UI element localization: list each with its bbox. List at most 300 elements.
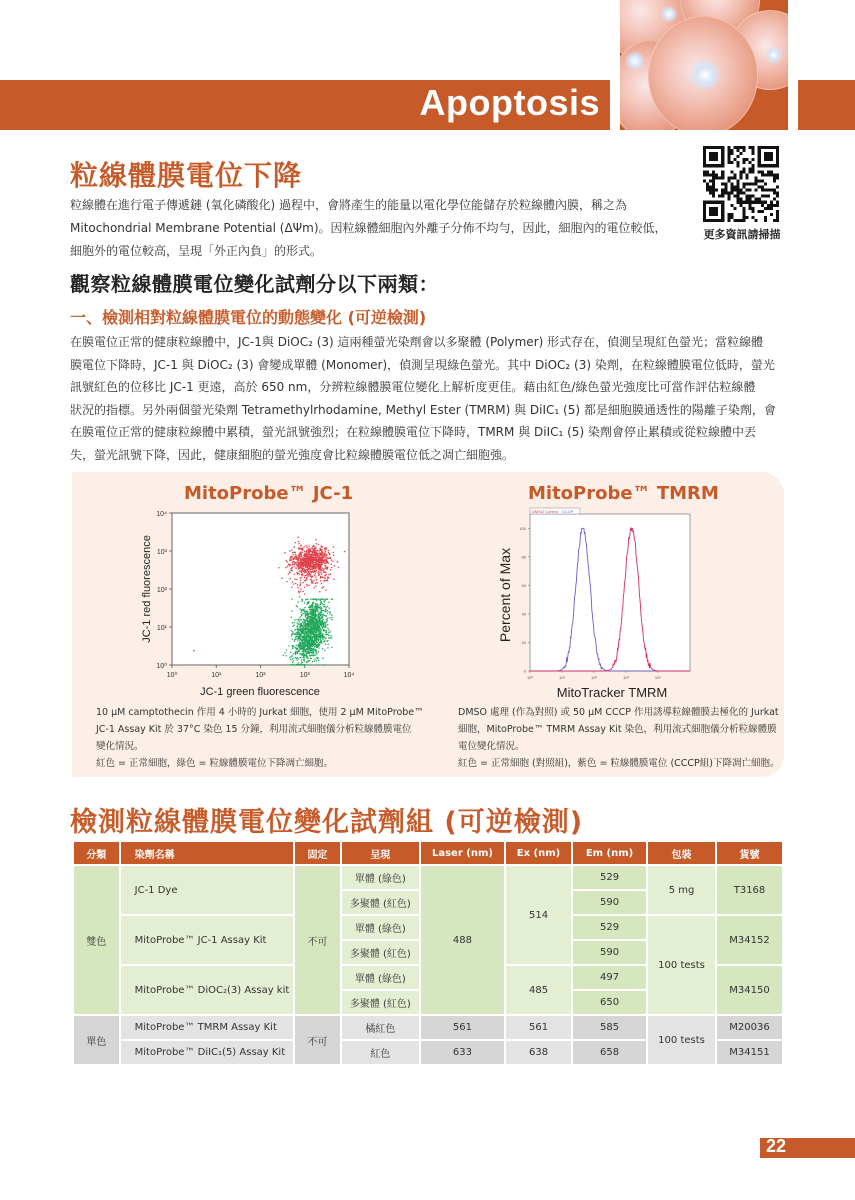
scatter-point-green	[314, 661, 315, 662]
scatter-point-red	[316, 579, 317, 580]
y-tick-label: 80	[521, 554, 526, 560]
scatter-point-green	[316, 606, 317, 607]
scatter-point-red	[314, 546, 315, 547]
scatter-point-red	[312, 582, 313, 583]
scatter-point-red	[304, 556, 305, 557]
scatter-point-green	[311, 645, 312, 646]
scatter-point-red	[313, 562, 314, 563]
scatter-point-green	[307, 615, 308, 616]
scatter-point-green	[313, 625, 314, 626]
scatter-point-red	[333, 579, 334, 580]
scatter-point-green	[303, 619, 304, 620]
qr-caption: 更多資訊請掃描	[703, 228, 781, 241]
scatter-point-red	[313, 555, 314, 556]
scatter-point-green	[298, 633, 299, 634]
scatter-point-green	[328, 602, 329, 603]
scatter-point-green	[303, 610, 304, 611]
scatter-point-green	[309, 652, 310, 653]
scatter-point-green	[299, 638, 300, 639]
scatter-point-green	[296, 645, 297, 646]
scatter-point-red	[311, 581, 312, 582]
scatter-point-red	[310, 562, 311, 563]
scatter-point-red	[315, 564, 316, 565]
em-cell: 658	[573, 1041, 646, 1064]
scatter-point-red	[301, 556, 302, 557]
scatter-point-red	[306, 565, 307, 566]
scatter-point-green	[308, 625, 309, 626]
scatter-point-red	[324, 560, 325, 561]
scatter-point-red	[320, 576, 321, 577]
scatter-point-green	[307, 620, 308, 621]
scatter-point-green	[309, 641, 310, 642]
scatter-point-green	[320, 642, 321, 643]
scatter-point-green	[327, 627, 328, 628]
scatter-point-red	[313, 549, 314, 550]
catalog-cell: M34150	[717, 966, 782, 1014]
scatter-point-green	[317, 657, 318, 658]
jc1-scatter-svg	[100, 505, 380, 700]
scatter-point-green	[304, 607, 305, 608]
scatter-point-red	[309, 567, 310, 568]
scatter-point-green	[315, 610, 316, 611]
y-tick-label: 10⁴	[156, 511, 167, 518]
scatter-point-red	[302, 575, 303, 576]
scatter-point-green	[299, 646, 300, 647]
laser-cell: 561	[421, 1016, 504, 1039]
scatter-point-red	[302, 582, 303, 583]
scatter-point-red	[315, 567, 316, 568]
dye-name-cell: JC-1 Dye	[121, 866, 293, 914]
scatter-point-green	[286, 649, 287, 650]
scatter-point-green	[303, 609, 304, 610]
scatter-point-green	[311, 641, 312, 642]
scatter-point-green	[306, 632, 307, 633]
presentation-cell: 單體 (綠色)	[342, 966, 419, 989]
scatter-point-green	[302, 643, 303, 644]
header-presentation: 呈現	[342, 842, 419, 864]
section-title: Apoptosis	[419, 82, 600, 123]
scatter-point-green	[312, 631, 313, 632]
scatter-point-red	[305, 575, 306, 576]
scatter-point-red	[314, 570, 315, 571]
scatter-point-green	[292, 662, 293, 663]
scatter-point-red	[333, 546, 334, 547]
scatter-point-red	[315, 558, 316, 559]
scatter-point-red	[320, 563, 321, 564]
scatter-point-green	[294, 625, 295, 626]
scatter-point-green	[320, 634, 321, 635]
page-number-bar	[760, 1138, 855, 1158]
scatter-point-green	[320, 614, 321, 615]
scatter-point-red	[309, 559, 310, 560]
scatter-point-red	[308, 562, 309, 563]
scatter-point-red	[322, 576, 323, 577]
scatter-point-green	[305, 630, 306, 631]
scatter-point-red	[313, 580, 314, 581]
scatter-point-red	[325, 572, 326, 573]
scatter-point-red	[292, 552, 293, 553]
scatter-point-red	[308, 571, 309, 572]
scatter-point-green	[302, 625, 303, 626]
scatter-point-red	[325, 567, 326, 568]
intro-paragraph	[70, 194, 690, 263]
scatter-point-red	[306, 577, 307, 578]
scatter-point-red	[295, 556, 296, 557]
scatter-point-green	[312, 604, 313, 605]
scatter-point-green	[312, 620, 313, 621]
scatter-point-green	[325, 634, 326, 635]
scatter-point-red	[296, 555, 297, 556]
scatter-point-red	[306, 584, 307, 585]
scatter-point-green	[309, 643, 310, 644]
presentation-cell: 多聚體 (紅色)	[342, 991, 419, 1014]
presentation-cell: 單體 (綠色)	[342, 916, 419, 939]
scatter-point-red	[325, 575, 326, 576]
scatter-point-red	[317, 550, 318, 551]
scatter-point-red	[310, 564, 311, 565]
scatter-point-red	[305, 567, 306, 568]
scatter-point-green	[305, 625, 306, 626]
scatter-point-red	[303, 561, 304, 562]
scatter-point-red	[292, 564, 293, 565]
scatter-point-red	[319, 566, 320, 567]
scatter-point-green	[323, 630, 324, 631]
scatter-point-red	[302, 568, 303, 569]
scatter-point-green	[303, 647, 304, 648]
scatter-point-red	[311, 566, 312, 567]
scatter-point-red	[319, 557, 320, 558]
scatter-point-green	[320, 629, 321, 630]
scatter-point-green	[302, 645, 303, 646]
scatter-point-green	[318, 664, 319, 665]
scatter-point-green	[327, 624, 328, 625]
scatter-point-red	[327, 560, 328, 561]
scatter-point-green	[316, 660, 317, 661]
y-tick-label: 100	[519, 525, 526, 531]
scatter-point-red	[289, 550, 290, 551]
plot-frame	[530, 514, 690, 671]
scatter-point-green	[327, 618, 328, 619]
scatter-point-red	[304, 593, 305, 594]
scatter-point-green	[311, 643, 312, 644]
scatter-point-green	[298, 658, 299, 659]
scatter-point-green	[298, 618, 299, 619]
scatter-point-red	[304, 546, 305, 547]
scatter-point-green	[304, 613, 305, 614]
scatter-point-green	[309, 638, 310, 639]
scatter-point-green	[321, 623, 322, 624]
scatter-point-green	[331, 619, 332, 620]
scatter-point-green	[310, 655, 311, 656]
scatter-point-red	[312, 571, 313, 572]
scatter-point-green	[320, 621, 321, 622]
scatter-point-green	[318, 611, 319, 612]
scatter-point-green	[302, 637, 303, 638]
scatter-point-green	[296, 660, 297, 661]
scatter-point-green	[299, 608, 300, 609]
scatter-point-red	[325, 561, 326, 562]
scatter-point-red	[308, 548, 309, 549]
plot-frame	[172, 513, 349, 665]
scatter-point-red	[300, 588, 301, 589]
scatter-point-red	[295, 562, 296, 563]
scatter-point-red	[290, 568, 291, 569]
scatter-point-red	[291, 549, 292, 550]
scatter-point-red	[302, 548, 303, 549]
scatter-point-red	[310, 576, 311, 577]
scatter-point-red	[322, 587, 323, 588]
scatter-point-red	[309, 574, 310, 575]
scatter-point-green	[321, 614, 322, 615]
scatter-point-red	[281, 578, 282, 579]
scatter-point-red	[322, 559, 323, 560]
scatter-point-green	[329, 631, 330, 632]
scatter-point-green	[315, 654, 316, 655]
scatter-point-red	[325, 548, 326, 549]
scatter-point-red	[337, 561, 338, 562]
scatter-point-green	[310, 619, 311, 620]
scatter-point-green	[326, 607, 327, 608]
scatter-point-green	[292, 658, 293, 659]
scatter-point-red	[316, 560, 317, 561]
scatter-point-green	[318, 639, 319, 640]
scatter-point-green	[313, 652, 314, 653]
body-line: 膜電位下降時，JC-1 與 DiOC₂ (3) 會變成單體 (Monomer)，偵測呈現綠色螢光。其中 DiOC₂ (3) 染劑，在粒線體膜電位低時，螢光	[70, 357, 775, 372]
body-line: 在膜電位正常的健康粒線體中，JC-1與 DiOC₂ (3) 這兩種螢光染劑會以多聚體 (Polymer) 形式存在，偵測呈現紅色螢光；當粒線體	[70, 335, 764, 349]
scatter-point-green	[311, 616, 312, 617]
scatter-point-red	[297, 587, 298, 588]
scatter-point-green	[310, 612, 311, 613]
scatter-point-green	[329, 611, 330, 612]
scatter-point-green	[292, 622, 293, 623]
scatter-point-red	[293, 559, 294, 560]
qr-code-icon[interactable]	[703, 146, 779, 222]
scatter-point-green	[292, 648, 293, 649]
ex-cell: 638	[506, 1041, 571, 1064]
scatter-point-green	[304, 661, 305, 662]
scatter-point-red	[317, 565, 318, 566]
scatter-point-red	[325, 565, 326, 566]
scatter-point-green	[300, 645, 301, 646]
scatter-point-green	[314, 614, 315, 615]
scatter-point-red	[295, 559, 296, 560]
scatter-point-green	[308, 649, 309, 650]
scatter-point-red	[305, 570, 306, 571]
scatter-point-red	[328, 552, 329, 553]
scatter-point-red	[320, 548, 321, 549]
scatter-point-green	[315, 664, 316, 665]
scatter-point-green	[315, 616, 316, 617]
body-line: 狀況的指標。另外兩個螢光染劑 Tetramethylrhodamine, Methyl Ester (TMRM) 與 DiIC₁ (5) 都是細胞膜通透性的陽離子染劑，會	[70, 402, 776, 417]
scatter-point-green	[311, 636, 312, 637]
scatter-point-green	[304, 635, 305, 636]
scatter-point-red	[321, 546, 322, 547]
scatter-point-red	[344, 551, 345, 552]
scatter-point-green	[297, 628, 298, 629]
package-cell: 100 tests	[648, 1016, 715, 1064]
scatter-point-green	[298, 636, 299, 637]
scatter-point-green	[321, 610, 322, 611]
fixable-cell: 不可	[295, 866, 340, 1014]
table-heading: 檢測粒線體膜電位變化試劑組 (可逆檢測)	[70, 807, 584, 838]
scatter-point-red	[315, 539, 316, 540]
scatter-point-green	[319, 645, 320, 646]
scatter-point-green	[328, 635, 329, 636]
scatter-point-green	[313, 622, 314, 623]
scatter-point-red	[302, 552, 303, 553]
scatter-point-green	[323, 626, 324, 627]
scatter-point-red	[323, 569, 324, 570]
scatter-point-green	[307, 636, 308, 637]
scatter-point-green	[323, 624, 324, 625]
scatter-point-red	[319, 550, 320, 551]
scatter-point-red	[328, 562, 329, 563]
scatter-point-green	[321, 601, 322, 602]
scatter-point-red	[308, 545, 309, 546]
scatter-point-green	[297, 651, 298, 652]
scatter-point-green	[299, 653, 300, 654]
scatter-point-green	[300, 616, 301, 617]
scatter-point-green	[310, 617, 311, 618]
scatter-point-red	[315, 573, 316, 574]
scatter-point-green	[321, 625, 322, 626]
scatter-point-red	[333, 552, 334, 553]
scatter-point-green	[307, 656, 308, 657]
scatter-point-green	[314, 611, 315, 612]
scatter-point-red	[278, 567, 279, 568]
scatter-point-green	[302, 641, 303, 642]
scatter-point-red	[295, 567, 296, 568]
scatter-point-red	[297, 564, 298, 565]
scatter-point-red	[307, 576, 308, 577]
scatter-point-green	[293, 645, 294, 646]
scatter-point-green	[292, 638, 293, 639]
scatter-point-red	[304, 554, 305, 555]
y-axis-label: JC-1 red fluorescence	[141, 535, 153, 643]
scatter-point-red	[300, 577, 301, 578]
category-cell: 單色	[74, 1016, 119, 1064]
scatter-point-green	[300, 654, 301, 655]
scatter-point-green	[320, 612, 321, 613]
scatter-point-red	[305, 580, 306, 581]
dye-name-cell: MitoProbe™ DiOC₂(3) Assay kit	[121, 966, 293, 1014]
scatter-point-red	[326, 568, 327, 569]
scatter-point-green	[314, 641, 315, 642]
scatter-point-red	[312, 568, 313, 569]
scatter-point-green	[302, 655, 303, 656]
scatter-point-red	[307, 556, 308, 557]
package-cell: 100 tests	[648, 916, 715, 1014]
scatter-point-green	[292, 655, 293, 656]
scatter-point-red	[297, 557, 298, 558]
scatter-point-green	[324, 664, 325, 665]
scatter-point-green	[298, 601, 299, 602]
scatter-point-red	[301, 562, 302, 563]
scatter-point-red	[293, 561, 294, 562]
scatter-point-red	[329, 554, 330, 555]
tmrm-histogram-svg	[490, 505, 710, 705]
scatter-point-red	[306, 551, 307, 552]
scatter-point-green	[299, 621, 300, 622]
scatter-point-red	[320, 572, 321, 573]
scatter-point-green	[297, 606, 298, 607]
scatter-point-green	[297, 640, 298, 641]
scatter-point-red	[326, 558, 327, 559]
scatter-point-red	[322, 562, 323, 563]
scatter-point-green	[318, 660, 319, 661]
scatter-point-green	[312, 633, 313, 634]
scatter-point-green	[300, 649, 301, 650]
scatter-point-green	[319, 638, 320, 639]
scatter-point-red	[300, 571, 301, 572]
scatter-point-green	[293, 653, 294, 654]
scatter-point-green	[305, 620, 306, 621]
scatter-point-green	[309, 612, 310, 613]
x-tick-label: 10⁰	[526, 675, 534, 680]
scatter-point-green	[300, 612, 301, 613]
scatter-point-red	[328, 550, 329, 551]
scatter-point-green	[330, 637, 331, 638]
scatter-point-red	[318, 573, 319, 574]
scatter-point-red	[316, 543, 317, 544]
scatter-point-red	[322, 561, 323, 562]
em-cell: 590	[573, 941, 646, 964]
scatter-point-red	[323, 554, 324, 555]
scatter-point-green	[308, 607, 309, 608]
scatter-point-red	[286, 560, 287, 561]
scatter-point-red	[305, 559, 306, 560]
scatter-point-red	[323, 572, 324, 573]
catalog-cell: M34151	[717, 1041, 782, 1064]
scatter-point-green	[295, 648, 296, 649]
scatter-point-green	[298, 623, 299, 624]
scatter-point-red	[289, 571, 290, 572]
scatter-point-green	[290, 652, 291, 653]
scatter-point-red	[319, 568, 320, 569]
scatter-point-green	[293, 664, 294, 665]
scatter-point-red	[311, 580, 312, 581]
scatter-point-red	[298, 562, 299, 563]
y-tick-label: 10¹	[156, 625, 167, 632]
scatter-point-green	[314, 658, 315, 659]
scatter-point-green	[327, 612, 328, 613]
scatter-point-green	[300, 657, 301, 658]
scatter-point-green	[310, 622, 311, 623]
scatter-point-red	[320, 558, 321, 559]
scatter-point-green	[318, 643, 319, 644]
scatter-point-green	[311, 609, 312, 610]
scatter-point-green	[307, 599, 308, 600]
scatter-point-green	[298, 664, 299, 665]
catalog-cell: M20036	[717, 1016, 782, 1039]
scatter-point-green	[283, 655, 284, 656]
scatter-point-green	[303, 636, 304, 637]
scatter-point-green	[304, 659, 305, 660]
em-cell: 650	[573, 991, 646, 1014]
jc1-figure-title: MitoProbe™ JC-1	[184, 483, 354, 504]
scatter-point-green	[304, 628, 305, 629]
scatter-point-green	[318, 636, 319, 637]
scatter-point-green	[323, 606, 324, 607]
scatter-point-green	[307, 640, 308, 641]
scatter-point-green	[313, 641, 314, 642]
scatter-point-red	[326, 548, 327, 549]
scatter-point-red	[326, 557, 327, 558]
table-row	[74, 1016, 782, 1039]
scatter-point-green	[304, 650, 305, 651]
scatter-point-red	[297, 565, 298, 566]
em-cell: 497	[573, 966, 646, 989]
